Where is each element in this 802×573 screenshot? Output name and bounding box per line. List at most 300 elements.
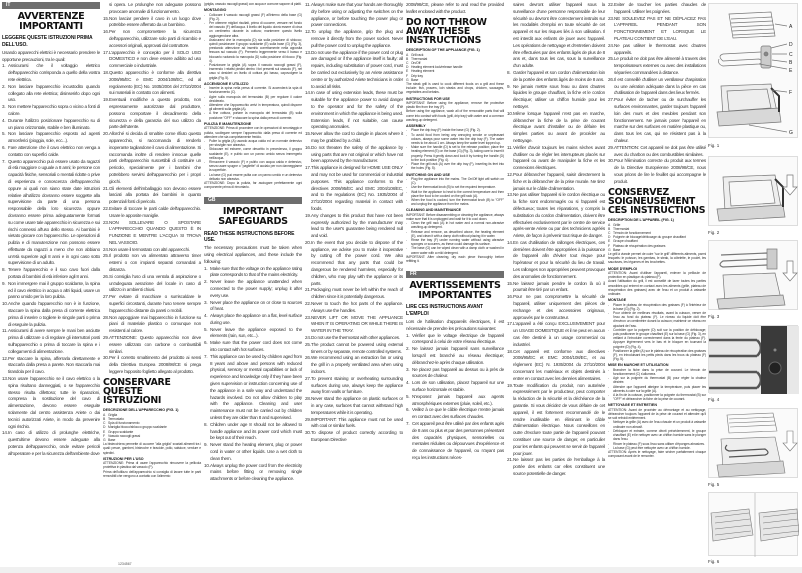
item-number: -: [608, 445, 610, 450]
item-number: -: [204, 103, 206, 108]
numbered-item: [305, 240, 403, 288]
numbered-item: [608, 56, 706, 76]
item-text: To prevent staining or overheating surrounding surfaces during use, always keep the appliance away from walls or furniture.: [311, 375, 403, 395]
item-text: Per il corretto smaltimento del prodotto ai sensi della Direttiva Europea 2008/98/CE si prega leggere l'apposito foglietto allegato al prodotto.: [109, 355, 201, 375]
item-number: 26.: [305, 355, 311, 361]
numbered-item: [2, 104, 100, 118]
item-number: 2.: [406, 346, 410, 352]
numbered-item: [305, 165, 403, 213]
small-paragraph: (griglia, vassoio raccogli grassi) con acqua e comune sapone di piatti.: [204, 2, 302, 6]
item-text: Collocare il vassoio raccogli grassi (F) all'interno della base (G) (Fig. 2).: [209, 12, 302, 21]
item-number: 22.: [305, 301, 311, 307]
item-text: Never stand the appliance on plastic surfaces or in any case, surfaces that cannot withstand high temperatures while it is operating.: [311, 396, 403, 415]
item-number: 11.: [305, 2, 311, 7]
item-number: 15.: [507, 280, 513, 286]
numbered-item: [608, 16, 706, 43]
item-number: 5.: [2, 131, 6, 137]
item-number: 9.: [204, 442, 208, 448]
item-text: NON SOLLEVARE O SPOSTARE L'APPARECCHIO QUANDO QUESTO È IN FUNZIONE E MENTRE L'ACQUA SI TROVA NEL VASSOIO.: [109, 219, 201, 245]
small-list-item: [204, 86, 302, 94]
item-number: 15.: [305, 131, 311, 137]
numbered-item: [406, 394, 504, 408]
item-number: 23.: [608, 15, 614, 21]
figure-2-caption: Fig. 2: [708, 230, 720, 235]
item-text: Base: [411, 77, 419, 82]
item-number: 14.: [305, 90, 311, 96]
part-label-c: C: [789, 52, 793, 58]
part-label-e: E: [789, 68, 793, 74]
section-title: AVVERTENZE IMPORTANTI: [17, 11, 85, 32]
item-number: 26.: [608, 76, 614, 82]
item-text: L'apparecchio è concepito per il SOLO USO DOMESTICO e non deve essere adibito ad uso commerciale o industriale.: [109, 49, 201, 69]
item-number: B: [103, 417, 106, 422]
figure-6-rack-positions: [708, 492, 798, 556]
item-text: Eventuali modifiche a questo prodotto, non espressamente autorizzate dal produttore, possono comportare il decadimento della sicurezza e della garanzia del suo utilizzo da parte dell'utente.: [109, 97, 201, 130]
item-number: 15.: [103, 15, 109, 21]
item-text: Si consiglia l'uso di una ventola di aspirazione o un'adeguata aerazione del locale in caso di utilizzo in ambienti chiusi.: [109, 273, 201, 293]
item-text: Placer le plateau de récupération des graisses (F) à l'intérieur de la base (G) (Fig. 2).: [613, 302, 706, 311]
numbered-item: [204, 327, 302, 341]
section-it-3: [204, 2, 302, 189]
item-number: 11.: [2, 328, 8, 334]
item-number: 10.: [2, 301, 8, 307]
numbered-item: [2, 430, 100, 457]
item-number: 3.: [2, 104, 6, 110]
item-number: -: [406, 197, 408, 202]
item-number: E: [103, 429, 106, 434]
figure-5-grill-rack-placement: [708, 408, 798, 478]
item-number: F: [406, 73, 408, 78]
item-text: A fine cottura, portare la manopola del termostato (B) sulla posizione "OFF" e staccare la spina dalla presa di corrente.: [209, 111, 302, 120]
numbered-item: [507, 111, 605, 145]
item-text: Durante l'utilizzo posizionare l'apparecchio su di un piano orizzontale, stabile e ben illuminato.: [8, 117, 100, 130]
item-number: -: [204, 159, 206, 164]
item-number: -: [608, 376, 610, 381]
item-number: -: [608, 311, 610, 315]
item-number: 23.: [305, 314, 311, 320]
item-text: Cet appareil est conforme aux directives 2006/95/EC et EMC 2004/108/EC, et au règlement (EC) N. 1935/2004 du 27/10/2004 concernant les matériaux et objets destinés à entrer en contact avec les denrées alimentaires.: [513, 348, 605, 381]
numbered-item: [406, 333, 504, 347]
item-number: 18.: [507, 348, 513, 354]
numbered-item: [103, 206, 201, 220]
item-number: 26.: [103, 273, 109, 279]
figure-4-lock-handle-closeup: [708, 325, 798, 393]
item-number: 8.: [204, 421, 208, 427]
item-number: 30.: [103, 355, 109, 361]
item-text: Vassoio raccogli grassi: [108, 433, 141, 438]
numbered-item: [608, 145, 706, 159]
item-text: Ne laissez jamais l'appareil sans surveillance lorsqu'il est branché au réseau électrique; débranchez-le après chaque utilisation.: [412, 346, 504, 365]
small-heading: DESCRIPTION OF THE APPLIANCE (FIG. 1): [406, 48, 480, 53]
item-number: -: [204, 63, 206, 68]
item-number: -: [608, 420, 610, 425]
item-text: To dispose of product correctly according to European Directive: [311, 430, 403, 442]
small-list-item: [204, 63, 302, 80]
small-heading: MODE D'EMPLOI: [608, 266, 638, 271]
item-text: Brancher la fiche dans la prise de courant. Le témoin de fonctionnement (C) s'allumera.: [613, 367, 706, 377]
small-list-item: [406, 190, 504, 198]
small-list-item: [204, 38, 302, 63]
small-paragraph: IMPORTANT: After cleaning, dry each piece thoroughly before refitting it.: [406, 254, 504, 263]
numbered-item: [204, 422, 302, 442]
item-text: Children under age 8 should not be allowed to handle appliance and its power cord which must be kept out of their reach.: [210, 421, 302, 441]
language-tag: FR: [406, 271, 504, 278]
paragraph: Usando apparecchi elettrici è necessario prendere le opportune precauzioni, tra le quali:: [2, 49, 100, 62]
item-number: 4.: [204, 313, 208, 319]
small-list-item: [608, 385, 706, 393]
numbered-item: [305, 376, 403, 396]
item-text: Cet appareil peut être utilisé par des enfants agés de 8 ans ou plus et par des personnes présentant des capacités physiques, sensorielles ou mentales réduites ou dépourvues d'expérience et de connaissance de l'appareil, ou n'ayant pas reçu les instructions néces-: [412, 420, 504, 460]
item-text: Make sure that the power cord does not come into contact with hot surfaces.: [210, 340, 302, 353]
item-text: Garder l'appareil et son cordon d'alimentation loin de la portée des enfants âgés de moins de 8 ans.: [513, 69, 605, 82]
small-paragraph: ATTENZIONE: Prima di procedere con le operazioni di smontaggio e pulizia, scollegare sempre l'apparecchio dalla presa di corrente ed attendere che sia completamente freddo.: [204, 126, 302, 139]
small-list-item: [608, 303, 706, 311]
small-list-item: [204, 139, 302, 147]
numbered-item: [305, 315, 403, 335]
item-text: Assicurarsi di avere sempre le mani ben asciutte prima di utilizzare o di regolare gli interruttori posti sull'apparecchio o prima di toccare la spina e i collegamenti di alimentazione.: [8, 328, 100, 354]
item-text: Plateau de récupération des graisses: [613, 243, 666, 248]
numbered-item: [103, 50, 201, 70]
figure-6-caption: Fig. 6: [708, 559, 720, 564]
item-number: 1.: [2, 63, 6, 69]
item-number: 22.: [608, 2, 614, 7]
item-text: Vérifier que le voltage électrique de l'appareil correspond à celui de votre réseau électrique.: [412, 332, 504, 345]
item-text: In the event that you decide to dispose of the appliance, we advise you to make it inoperative by cutting off the power cord. We also recommend that any parts that could be dangerous be rendered harmless, especially for children, who may play with the appliance or its parts.: [311, 239, 403, 286]
small-list-item: [406, 198, 504, 206]
item-number: 23.: [103, 219, 109, 225]
item-text: Il est conseillé d'utiliser un ventilateur d'aspiration ou une aération adéquate dans la pièce en cas d'utilisation de l'appareil dans des lieux fermés.: [614, 76, 706, 96]
item-number: -: [204, 12, 206, 17]
item-text: Always place the appliance on a flat, level surface during use.: [210, 313, 302, 325]
small-list-item: [406, 145, 504, 162]
item-number: -: [406, 162, 408, 167]
item-number: 22.: [103, 205, 109, 211]
numbered-item: [507, 240, 605, 281]
item-text: Thermostat: [411, 56, 428, 61]
item-text: Spia di funzionamento: [108, 421, 140, 426]
numbered-item: [305, 90, 403, 131]
item-text: Contrôler que la poignée (D) soit sur la position de déblocage; puis positionner le groupe chauffant (E) sur la base (G) (Fig. 3), en veillant à l'introduire correctement dans la fente du plateau (F). Appuyer légèrement vers le bas et le bloquer en tournant la poignée (D) (Fig. 4).: [613, 327, 706, 349]
item-number: 12.: [507, 171, 513, 177]
item-text: La base (G) peut être nettoyée avec un chiffon humide.: [613, 445, 691, 450]
item-number: G: [103, 438, 106, 443]
item-text: Heating element lock/release handle: [411, 65, 463, 70]
item-text: Termostato: [108, 417, 124, 422]
numbered-item: [305, 2, 403, 29]
small-list-item: [204, 95, 302, 103]
item-number: -: [608, 302, 610, 307]
numbered-item: [507, 457, 605, 477]
item-text: Allorché si decida di smaltire come rifiuto questo apparecchio, si raccomanda di renderlo inoperante tagliandone il cavo di alimentazione. Si raccomanda inoltre di rendere innocue quelle parti dell'apparecchio suscettibili di costituire un pericolo, specialmente per i bambini che potrebbero servirsi dell'apparecchio per i propri giochi.: [109, 131, 201, 184]
item-text: Pour obtenir de meilleurs résultats, avant la cuisson, verser de l'eau au fond du plateau (F). Le niveau du liquide doit être d'environ un centimètre durant la cuisson; maintenir ce niveau en ajoutant de l'eau.: [613, 311, 706, 328]
item-number: D: [406, 65, 409, 70]
small-list-item: [608, 420, 706, 428]
item-text: Pour l'élimination correcte du produit aux termes de la Directive Européenne 2008/98/CE, nous vous prions de lire le feuillet qui accompagne le produit.: [614, 158, 706, 184]
item-number: 14.: [507, 239, 513, 245]
section-gb-2: [305, 2, 403, 444]
column-4: [305, 2, 403, 444]
numbered-item: [507, 349, 605, 383]
numbered-item: [204, 463, 302, 483]
item-text: Per staccare la spina, afferrarla direttamente e staccarla dalla presa a parete. Non staccarla mai tirandola per il cavo.: [8, 355, 100, 375]
item-number: 24.: [608, 42, 614, 48]
small-paragraph: Before using the appliance, wash all of the removable parts that will come into contact with foods (grill, drip tray) with water and a common washing-up detergent.: [406, 109, 504, 122]
numbered-item: [406, 407, 504, 421]
item-number: 12.: [305, 29, 311, 35]
subheading: LIRE CES INSTRUCTIONS AVANT L'EMPLOI: [406, 304, 483, 318]
numbered-item: [305, 355, 403, 375]
small-paragraph: IMPORTANT: Before disassembling or cleaning the appliance, always make sure that it is unplugged and wait for it to cool down.: [406, 212, 504, 221]
item-number: F: [103, 433, 105, 438]
small-paragraph: The steak grill is used to cook different foods on a grill and these include: fish, prawns, loin steaks and chops, chicken, sausages, vegetables and kebabs.: [406, 82, 504, 95]
numbered-item: [103, 16, 201, 30]
item-number: D: [103, 425, 106, 430]
numbered-item: [2, 84, 100, 104]
item-text: Veillez à ce que le câble électrique n'entre jamais en contact avec des surfaces chaudes.: [412, 407, 504, 420]
item-number: 21.: [507, 457, 513, 463]
item-text: Per ottenere migliori risultati, prima di cuocere, versare nel fondo del vassoio (F) dell'acqua. Il livello del liquido dovrà essere di circa un centimetro durante la cottura; mantenere questo livello aggiungendone altra.: [209, 21, 302, 38]
item-number: F: [608, 243, 610, 248]
item-text: Même lorsque l'appareil n'est pas en marche, débrancher la fiche de la prise de courant électrique avant d'installer ou de défaire les simples parties ou avant de procéder au nettoyage.: [513, 110, 605, 143]
numbered-item: [204, 313, 302, 327]
item-number: -: [608, 367, 610, 372]
item-number: 12.: [2, 355, 8, 361]
paragraph: Lors de l'utilisation d'appareils électriques, il est nécessaire de prendre les précautions suivantes:: [406, 318, 504, 331]
item-number: 17.: [305, 165, 311, 171]
numbered-item: [2, 301, 100, 328]
item-number: 13.: [507, 192, 513, 198]
item-number: 16.: [103, 29, 109, 35]
item-number: G: [406, 77, 409, 82]
numbered-item: [2, 63, 100, 83]
item-number: -: [204, 37, 206, 42]
figure-3-heating-element: [708, 240, 798, 310]
item-text: Non lasciar pendere il cavo in un luogo dove potrebbe essere afferrato da un bambino.: [109, 15, 201, 28]
item-text: Do not use the appliance if the power cord or plug are damaged or if the appliance itself is faulty: all repairs, including substitution of power cord, must be carried out exclusively by an Ariete assistance centre or by authorized Ariete technicians in order to avoid all risks.: [311, 49, 403, 89]
part-label-a: A: [789, 24, 793, 30]
column-6: [507, 2, 605, 478]
item-number: D: [608, 235, 611, 240]
part-label-g: G: [789, 130, 793, 136]
numbered-item: [507, 281, 605, 295]
item-number: C: [103, 421, 106, 426]
item-text: En cas d'utilisation de rallonges électriques, ces dernières doivent être appropriées à la puissance de l'appareil afin d'éviter tout risque pour l'opérateur et pour la sécurité du lieu de travail. Les rallonges non appropriées peuvent provoquer des anomalies de fonctionnement.: [513, 239, 605, 279]
small-heading: PULIZIA E MANUTENZIONE: [204, 121, 252, 126]
item-text: Ne jamais mettre sous l'eau ou dans d'autres liquides le groupe chauffant, la fiche et le cordon électrique; utiliser un chiffon humide pour les nettoyer.: [513, 83, 605, 109]
item-number: 9.: [507, 83, 511, 89]
numbered-item: [204, 442, 302, 462]
item-text: Agir sur la poignée du thermostat (B) pour régler la chaleur désirée.: [613, 376, 706, 385]
item-number: -: [406, 189, 408, 194]
section-title: IMPORTANT SAFEGUARDS: [218, 206, 288, 227]
numbered-item: [305, 29, 403, 49]
small-heading: INSTRUCTIONS FOR USE: [406, 96, 450, 101]
item-number: 5.: [406, 393, 410, 399]
numbered-item: [2, 131, 100, 145]
item-number: -: [406, 229, 408, 234]
item-number: C: [608, 230, 611, 235]
numbered-item: [103, 97, 201, 131]
section-it-2: [103, 2, 201, 478]
item-text: ATTENTION: Cet appareil ne doit pas être utilisé avec du charbon ou des combustibles similaires.: [614, 144, 706, 157]
column-5: [406, 2, 504, 462]
item-number: 10.: [507, 110, 513, 116]
item-number: 7.: [204, 353, 208, 359]
item-text: To avoid food from being any annoying smoke or unpleasant odours, always pour some water into the drip tray (F). The water needs to be about 1 cm. Always keep the water level topped up.: [411, 132, 504, 146]
numbered-item: [608, 2, 706, 16]
item-number: -: [608, 428, 610, 433]
item-text: Non mettere l'apparecchio sopra o vicino a fonti di calore.: [8, 104, 100, 116]
item-text: Ne laissez pas les parties de l'emballage à la portée des enfants car elles constituent une source potentielle de danger.: [513, 457, 605, 476]
small-paragraph: ATTENTION: Après le nettoyage, faire sécher parfaitement chaque composant avant de le remonter.: [608, 449, 706, 459]
item-text: Rinse the tray (F) under running water without using abrasive sponges or scourers, as these could damage its surface.: [411, 237, 504, 247]
item-text: Do not threaten the safety of the appliance by using parts that are not original or which have not been approved by the manufacturer.: [311, 144, 403, 164]
item-text: Ne laissez jamais pendre le cordon là où il pourrait être tiré par un enfant.: [513, 280, 605, 293]
numbered-item: [305, 335, 403, 342]
item-text: Base: [613, 247, 621, 252]
item-text: ATTENZIONE: Questo apparecchio non deve essere utilizzato con carbone o combustibili similari.: [109, 335, 201, 354]
small-heading: ASSEMBLY: [406, 124, 426, 129]
item-number: -: [406, 176, 408, 181]
numbered-item: [608, 97, 706, 145]
item-number: 29.: [608, 144, 614, 150]
item-text: Never to touch the hot parts of the appliance. Always use the handles.: [311, 301, 403, 313]
item-text: Never leave the appliance unattended when connected to the power supply; unplug it after every use.: [210, 279, 302, 298]
small-paragraph: Le grill à viande permet de cuire "sur le grill" différents aliments, parmi lesquels: le poisson, les gambas, le steak, la côtelette, le poulet, les saucisses, les légumes et les brochettes.: [608, 251, 706, 265]
item-number: G: [608, 247, 611, 252]
small-paragraph: ATTENTION: Avant d'utiliser l'appareil, enlever la pellicule de protection en plastique du plateau (F).: [608, 270, 706, 280]
item-number: 27.: [103, 294, 109, 300]
item-number: 16.: [305, 144, 311, 150]
paragraph: The necessary precautions must be taken when using electrical appliances, and these include the following:: [204, 245, 302, 264]
item-text: Agire sulla manopola del termostato (B) per regolare il calore desiderato.: [209, 94, 302, 103]
item-number: 21.: [305, 287, 311, 293]
item-number: 6.: [204, 340, 208, 346]
item-text: Per non compromettere la sicurezza dell'apparecchio, utilizzare solo parti di ricambio e accessori originali, approvati dal costruttore.: [109, 29, 201, 48]
item-text: saires devront utiliser l'appareil sous la surveillance d'une personne responsable de leur sécurité ou devront être correctement instruits sur les modalités d'emploi en toute sécurité de cet appareil et sur les risques liés à son utilisation. Il est interdit aux enfants de jouer avec l'appareil. Les opérations de nettoyage et d'entretien doivent être effectuées par des enfants âgés de plus de 8 ans et, dans tous les cas, sous la surveillance d'un adulte.: [513, 2, 605, 69]
item-number: 28.: [103, 314, 109, 320]
item-number: 2.: [2, 83, 6, 89]
column-3: [204, 2, 302, 483]
item-number: A: [608, 222, 611, 227]
item-number: -: [406, 145, 408, 150]
item-number: 20.: [305, 239, 311, 245]
item-number: -: [608, 384, 610, 389]
item-number: -: [608, 348, 610, 353]
small-paragraph: Avant l'utilisation du grill, il est conseillé de laver toutes les parties amovibles qui entrent en contact avec les aliments (grille, plateau de récupération des graisses) avec de l'eau et un produit à vaisselle ordinaire.: [608, 279, 706, 296]
item-text: Packaging must never be left within the reach of children since it is potentially dangerous.: [311, 287, 403, 300]
item-text: Pour éviter de tacher ou de surchauffer les surfaces environnantes, garder toujours l'appareil loin des murs et des meubles pendant son fonctionnement. Ne jamais poser l'appareil en marche sur des surfaces en matière plastique ou, dans tous les cas, qui ne résistent pas à la chaleur.: [614, 97, 706, 143]
small-paragraph: ATTENZIONE: Prima di usare l'apparecchio rimuovere la pellicola protettiva in plastica dal vassoio (F).: [103, 461, 201, 470]
small-paragraph: ATTENZIONE: Dopo la pulizia, far asciugare perfettamente ogni componente prima di rimontarlo.: [204, 180, 302, 190]
item-text: This appliance is designed for HOME USE ONLY and may not be used for commercial or industrial purposes. This appliance conforms to the directives 2006/95/EC and EMC 2004/108/EC, and to the regulations (EC) No. 1935/2004 of 27/10/2004 regarding material in contact with foods.: [311, 165, 403, 211]
item-text: Per evitare di macchiare o surriscaldare le superfici circostanti, durante l'uso tenere sempre l'apparecchio distante da pareti o mobili.: [109, 294, 201, 313]
item-text: Grill rack: [411, 52, 424, 57]
numbered-item: [103, 294, 201, 314]
small-heading: ISTRUZIONI PER L'USO: [103, 456, 144, 461]
item-text: Ne pas utiliser le thermostat avec d'autres appareils.: [614, 42, 706, 55]
item-text: Anche quando l'apparecchio non è in funzione, staccare la spina dalla presa di corrente elettrica prima di inserire o togliere le singole parti o prima di eseguire la pulizia.: [8, 301, 100, 327]
item-number: 25.: [608, 56, 614, 62]
item-number: 19.: [305, 212, 311, 218]
numbered-item: [305, 417, 403, 431]
item-text: Make sure that the voltage on the appliance rating plate corresponds to that of the mains electricity.: [210, 265, 302, 278]
small-heading: CLEANING AND MAINTENANCE: [406, 208, 461, 213]
item-text: Griglia: [108, 412, 118, 417]
item-text: Non lasciare l'apparecchio incustodito quando collegato alla rete elettrica; disinserirlo dopo ogni uso.: [8, 83, 100, 103]
numbered-item: [103, 335, 201, 355]
item-number: 27.: [305, 375, 311, 381]
small-list-item: [406, 230, 504, 238]
small-heading: NETTOYAGE ET ENTRETIEN: [608, 403, 657, 408]
item-text: In case of using extension leads, these must be suitable for the appliance power to avoid danger to the operator and for the safety of the environment in which the appliance is being used. Extension leads, if not suitable, can cause operating anomalies.: [311, 90, 403, 130]
section-heading: CONSERVEZ SOIGNEUSEMENT CES INSTRUCTIONS: [608, 186, 706, 216]
item-text: A la fin de la cuisson, positionner la poignée du thermostat (B) sur "OFF" et débrancher la fiche de la prise de courant.: [613, 393, 706, 402]
item-text: Pour débrancher l'appareil, saisir directement la fiche et la débrancher de la prise murale. Ne tirez jamais sur le câble d'alimentation.: [513, 171, 605, 191]
small-heading: DESCRIZIONE DELL'APPARECCHIO (FIG. 1): [103, 408, 179, 413]
item-text: Never stand the heating element, plug or power cord in water or other liquids. Use a wet cloth to clean them.: [210, 442, 302, 461]
item-number: 10.: [204, 462, 210, 468]
numbered-item: [2, 118, 100, 132]
numbered-item: [2, 281, 100, 301]
numbered-item: [507, 172, 605, 192]
item-text: Témoin de fonctionnement: [613, 230, 651, 235]
small-paragraph: ATTENTION: Avant de procéder au démontage et au nettoyage, débrancher toujours l'appareil de la prise de courant et attendre qu'il se soit refroidi entièrement.: [608, 407, 706, 421]
item-text: Eviter de toucher les parties chaudes de l'appareil. Utiliser les poignées.: [614, 2, 706, 14]
item-text: Make sure the handle (D) is set to the release position; place the heating element (E) on the base (G) (Fig. 3), taking care to insert it properly. Press it gently down and lock it by turning the handle (D) to the lock position (Fig. 4).: [411, 145, 504, 162]
numbered-item: [305, 301, 403, 315]
item-number: 6.: [2, 144, 6, 150]
figure-1-exploded-grill: [708, 3, 798, 138]
numbered-item: [2, 376, 100, 430]
item-text: Non lasciare l'apparecchio esposto ad agenti atmosferici (pioggia, sole, ecc...).: [8, 131, 100, 144]
section-heading: CONSERVARE QUESTE ISTRUZIONI: [103, 376, 171, 407]
item-number: 29.: [305, 416, 311, 422]
small-list-item: [204, 147, 302, 160]
item-number: -: [204, 21, 206, 26]
item-text: Clean the grill rack (A) in hot water and a normal non-abrasive washing-up detergent.: [411, 221, 504, 230]
item-number: -: [406, 185, 408, 190]
item-number: E: [608, 239, 611, 244]
item-number: -: [204, 147, 206, 152]
small-list-item: [204, 160, 302, 173]
item-number: -: [204, 138, 206, 143]
numbered-item: [204, 300, 302, 314]
item-number: 4.: [406, 380, 410, 386]
numbered-item: [608, 43, 706, 57]
item-text: Pour ne pas compromettre la sécurité de l'appareil, utiliser uniquement des pièces de rechange et des accessoires originaux, approuvés par le constructeur.: [513, 294, 605, 320]
item-text: Use the thermostat knob (B) to set the required temperature.: [411, 185, 496, 190]
section-heading: DO NOT THROW AWAY THESE INSTRUCTIONS: [406, 16, 487, 46]
item-number: C: [406, 61, 409, 66]
numbered-item: [507, 70, 605, 84]
item-number: E: [406, 69, 409, 74]
item-number: -: [204, 111, 206, 116]
item-text: This appliance can be used by children aged from 8 years and above and persons with reduced physical, sensory or mental capabilities or lack of experience and knowledge only if they have been given supervision or instruction concerning use of the appliance in a safe way and understand the hazards involved. Do not allow children to play with the appliance. Cleaning and user maintenance must not be carried out by children unless they are older than 8 and supervised.: [210, 353, 302, 421]
small-list-item: [608, 376, 706, 384]
item-number: 6.: [406, 407, 410, 413]
page-code: 1234567: [118, 562, 132, 566]
item-text: Evitare di toccare le parti calde dell'apparecchio. Usare le apposite maniglie.: [109, 205, 201, 218]
numbered-item: [507, 294, 605, 321]
small-list-item: [608, 349, 706, 362]
item-text: NE SOULEVEZ PAS ET NE DÉPLACEZ PAS L'APPAREIL PENDANT SON FONCTIONNEMENT ET LORSQUE LE PLATEAU CONTIENT DE L'EAU.: [614, 15, 706, 41]
numbered-item: [507, 383, 605, 458]
numbered-item: [406, 380, 504, 394]
numbered-item: [103, 315, 201, 335]
item-text: Le produit ne doit pas être alimenté à travers des temporisateurs externes ou avec des installations séparées commandées à distance.: [614, 56, 706, 75]
item-text: Base: [108, 438, 116, 443]
